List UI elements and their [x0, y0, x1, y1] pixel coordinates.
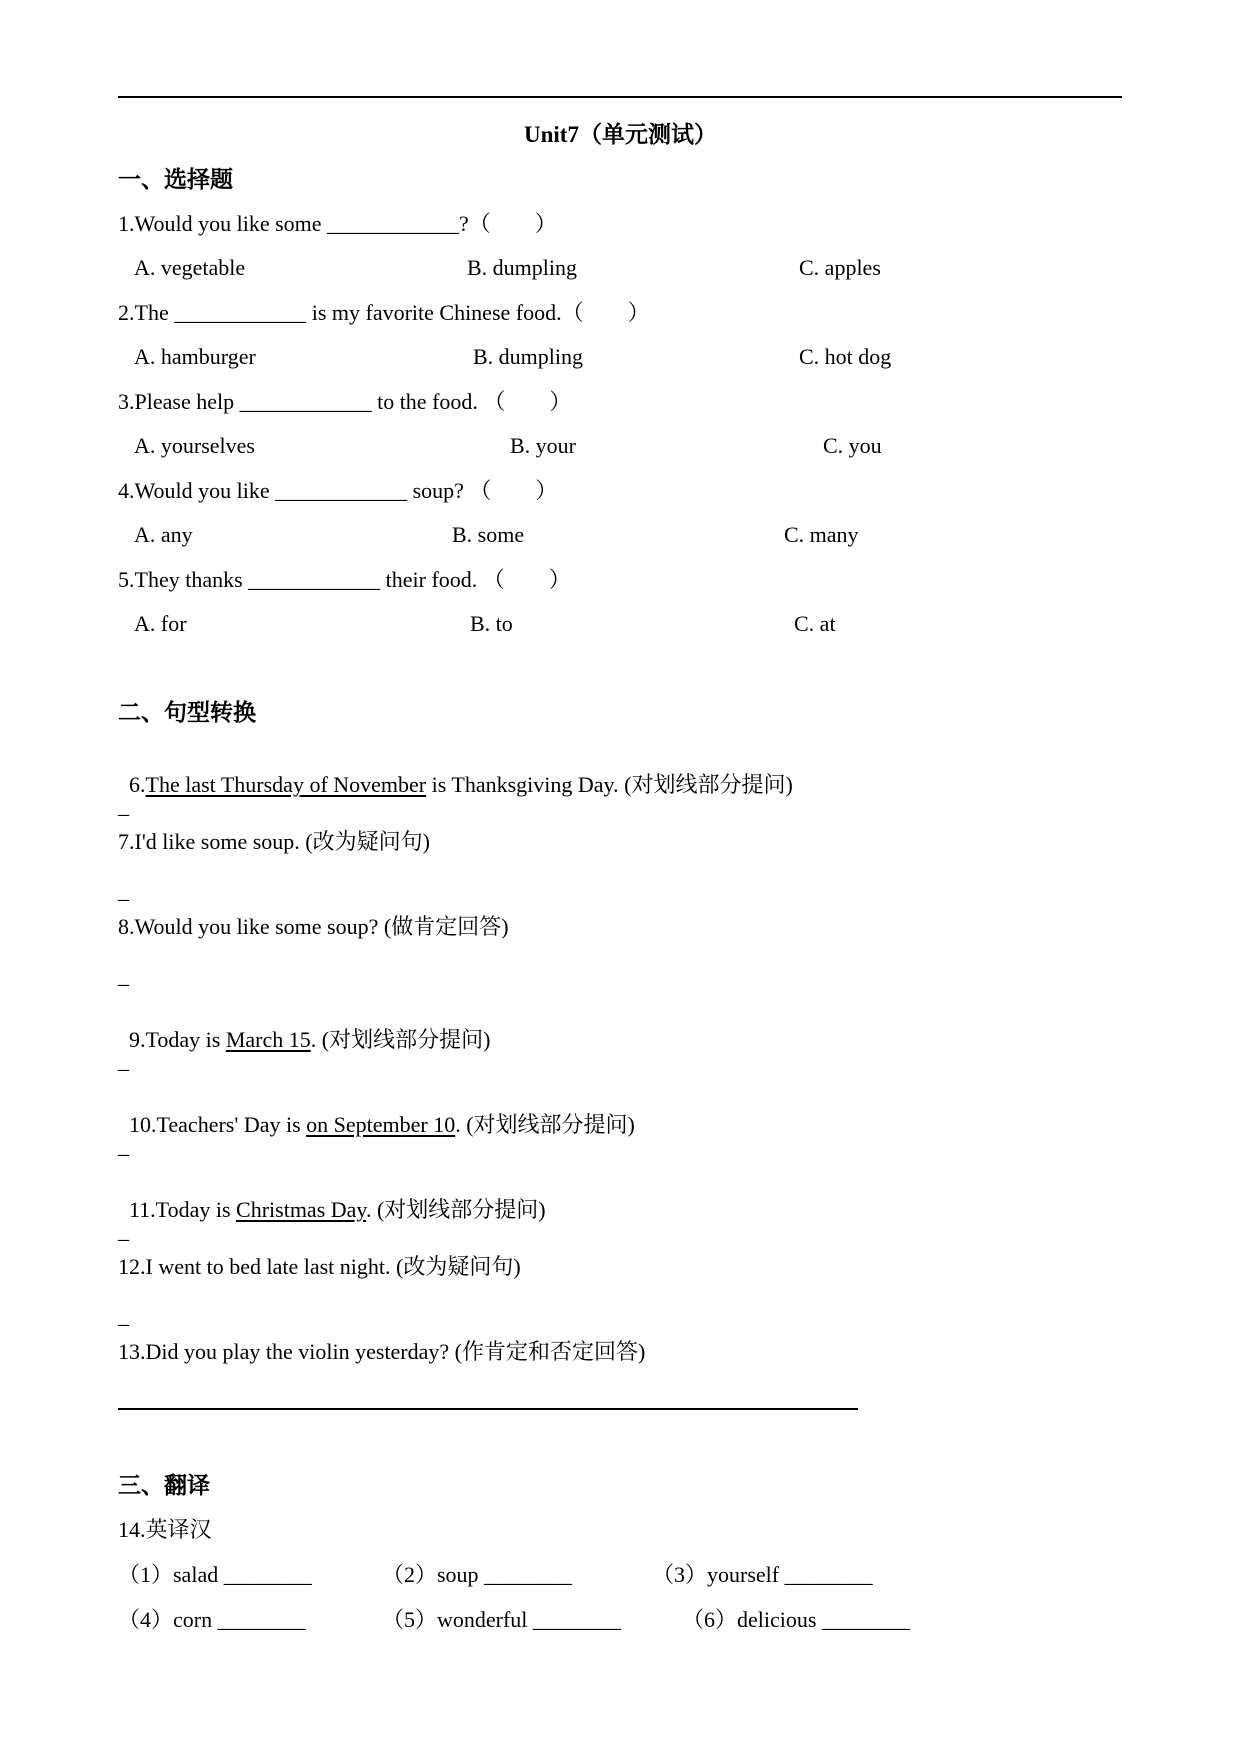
question-14: 14.英译汉: [118, 1517, 212, 1542]
section-heading-transform: 二、句型转换: [118, 700, 256, 725]
option-c: C. hot dog: [799, 344, 892, 369]
q9-prefix: 9.Today is: [129, 1027, 226, 1052]
question-6: [118, 743, 793, 799]
section-heading-translation: 三、翻译: [118, 1473, 210, 1498]
q10-underlined: on September 10: [306, 1112, 456, 1137]
q11-rest: . (对划线部分提问): [365, 1197, 546, 1222]
answer-mark: _: [118, 1133, 129, 1158]
translation-item: （6）delicious ________: [682, 1607, 910, 1632]
option-b: B. dumpling: [467, 255, 578, 280]
q6-number: 6.: [129, 772, 146, 797]
q9-rest: . (对划线部分提问): [310, 1027, 491, 1052]
option-a: A. for: [134, 611, 187, 636]
q10-rest: . (对划线部分提问): [455, 1112, 635, 1137]
option-a: A. vegetable: [134, 255, 246, 280]
question-13: 13.Did you play the violin yesterday? (作肯定和否定回答): [118, 1339, 646, 1364]
answer-line: [118, 1408, 858, 1410]
translation-item: （1）salad ________: [118, 1562, 312, 1587]
translation-item: （4）corn ________: [118, 1607, 306, 1632]
q9-underlined: March 15: [225, 1027, 311, 1052]
option-c: C. many: [784, 522, 859, 547]
option-b: B. your: [510, 433, 576, 458]
question-stem: 2.The ____________ is my favorite Chinese food.（ ）: [118, 300, 650, 325]
q6-rest: is Thanksgiving Day. (对划线部分提问): [426, 772, 793, 797]
translation-item: （5）wonderful ________: [382, 1607, 621, 1632]
question-stem: 4.Would you like ____________ soup? （ ）: [118, 478, 558, 503]
q11-underlined: Christmas Day: [236, 1197, 366, 1222]
translation-item: （3）yourself ________: [652, 1562, 873, 1587]
header-rule: [118, 96, 1122, 98]
option-a: A. yourselves: [134, 433, 255, 458]
question-stem: 3.Please help ____________ to the food. （ ）: [118, 389, 572, 414]
question-7: 7.I'd like some soup. (改为疑问句): [118, 829, 430, 854]
option-a: A. hamburger: [134, 344, 256, 369]
page-title: Unit7（单元测试）: [524, 122, 717, 147]
option-b: B. to: [470, 611, 513, 636]
question-9: [118, 998, 490, 1054]
question-12: 12.I went to bed late last night. (改为疑问句): [118, 1254, 521, 1279]
option-c: C. you: [823, 433, 882, 458]
option-b: B. some: [452, 522, 525, 547]
answer-mark: _: [118, 1048, 129, 1073]
option-a: A. any: [134, 522, 193, 547]
question-10: [118, 1083, 635, 1139]
answer-mark: _: [118, 1303, 129, 1328]
option-c: C. apples: [799, 255, 881, 280]
question-stem: 5.They thanks ____________ their food. （ ）: [118, 567, 571, 592]
question-11: [118, 1168, 546, 1224]
q11-prefix: 11.Today is: [129, 1197, 237, 1222]
answer-mark: _: [118, 963, 129, 988]
question-8: 8.Would you like some soup? (做肯定回答): [118, 914, 509, 939]
q10-prefix: 10.Teachers' Day is: [129, 1112, 307, 1137]
question-stem: 1.Would you like some ____________?（ ）: [118, 211, 557, 236]
answer-mark: _: [118, 1218, 129, 1243]
option-b: B. dumpling: [473, 344, 584, 369]
answer-mark: _: [118, 878, 129, 903]
answer-mark: _: [118, 793, 129, 818]
q6-underlined: The last Thursday of November: [145, 772, 427, 797]
option-c: C. at: [794, 611, 836, 636]
section-heading-choice: 一、选择题: [118, 167, 233, 192]
translation-item: （2）soup ________: [382, 1562, 573, 1587]
